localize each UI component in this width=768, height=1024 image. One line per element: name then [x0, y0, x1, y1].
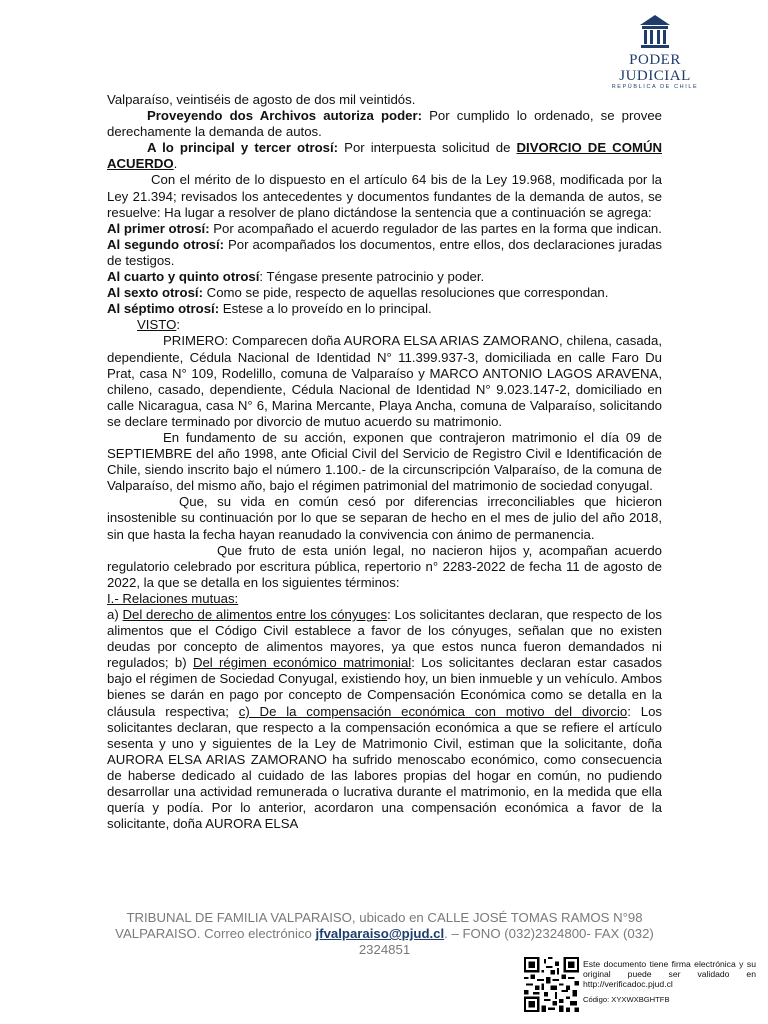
- otrosi-septimo-heading: Al séptimo otrosí:: [107, 301, 220, 317]
- paragraph-fruto: Que fruto de esta unión legal, no nacieron hijos y, acompañan acuerdo regulatorio celebrado por escritura pública, repertorio n° 2283-2022 de fecha 11 de agosto de 2022, la que se detalla en los siguientes términos:: [107, 542, 662, 590]
- paragraph-principal-heading: A lo principal y tercer otrosí:: [147, 140, 339, 156]
- section-relaciones-mutuas: [107, 591, 662, 607]
- otrosi-cuarto-quinto-text: : Téngase presente patrocinio y poder.: [259, 269, 485, 285]
- otrosi-sexto-heading: Al sexto otrosí:: [107, 285, 203, 301]
- visto-colon: :: [176, 317, 181, 333]
- otrosi-cuarto-quinto-heading: Al cuarto y quinto otrosí: [107, 269, 260, 285]
- verification-notice: [583, 959, 756, 1005]
- otrosi-segundo-heading: Al segundo otrosí:: [107, 236, 225, 252]
- qr-code-icon: [524, 957, 579, 1012]
- visto-label: VISTO: [137, 317, 177, 333]
- clause-c-text: : Los solicitantes declaran, que respecto a la compensación económica a que se refiere el artículo sesenta y uno y siguientes de la Ley de Matrimonio Civil, estiman que la solicitante, doña AURORA ELSA ARIAS ZAMORANO ha sufrido menoscabo económico, como consecuencia de haberse dedicado al cuidado de las labores propias del hogar en común, no pudiendo desarrollar una actividad remunerada o lucrativa durante el matrimonio, en la medida que ella quería y podía. Por lo anterior, acordaron una compensación económica a favor de la solicitante, doña AURORA ELSA: [107, 703, 662, 832]
- otrosi-cuarto-quinto: [107, 269, 662, 285]
- courthouse-icon: [638, 14, 672, 50]
- otrosi-sexto: [107, 285, 662, 301]
- paragraph-acuerdos: [107, 607, 662, 832]
- resolution-body: [107, 92, 662, 832]
- footer-address: TRIBUNAL DE FAMILIA VALPARAISO, ubicado en CALLE JOSÉ TOMAS RAMOS N°98 VALPARAISO. Correo electrónico: [115, 910, 643, 941]
- clause-a-title: Del derecho de alimentos entre los cónyuges: [122, 607, 388, 622]
- paragraph-primero: PRIMERO: Comparecen doña AURORA ELSA ARIAS ZAMORANO, chilena, casada, dependiente, Cédula Nacional de Identidad N° 11.399.937-3, domiciliada en calle Faro Du Prat, casa N° 109, Rodelillo, comuna de Valparaíso y MARCO ANTONIO LAGOS ARAVENA, chileno, casado, dependiente, Cédula Nacional de Identidad N° 9.023.147-2, domiciliado en calle Nicaragua, casa N° 6, Marina Mercante, Playa Ancha, comuna de Valparaíso, solicitando se declare terminado por divorcio de mutuo acuerdo su matrimonio.: [107, 333, 662, 429]
- logo-subtitle: REPÚBLICA DE CHILE: [611, 84, 699, 90]
- paragraph-poder-heading: Proveyendo dos Archivos autoriza poder:: [147, 108, 422, 124]
- paragraph-principal-end: .: [173, 156, 178, 172]
- footer-phone: . – FONO (032)2324800- FAX (032) 2324851: [358, 926, 654, 957]
- date-line: Valparaíso, veintiséis de agosto de dos mil veintidós.: [107, 92, 416, 107]
- clause-b-text: : Los solicitantes declaran estar casados bajo el régimen de Sociedad Conyugal, existiendo hoy, un bien inmueble y un vehículo. Ambos bienes se darán en pago por concepto de Compensación Económica como se detalla en la cláusula respectiva;: [107, 655, 662, 719]
- paragraph-principal-text: Por interpuesta solicitud de: [338, 140, 517, 156]
- otrosi-septimo: [107, 301, 662, 317]
- section-relaciones-mutuas-title: I.- Relaciones mutuas:: [107, 590, 239, 606]
- poder-judicial-logo: [592, 14, 718, 91]
- otrosi-primero-text: Por acompañado el acuerdo regulador de las partes en la forma que indican.: [209, 220, 662, 236]
- verification-text: Este documento tiene firma electrónica y su original puede ser validado en http://verificadoc.pjud.cl: [583, 959, 756, 989]
- otrosi-segundo: [107, 237, 662, 269]
- otrosi-septimo-text: Estese a lo proveído en lo principal.: [219, 301, 432, 317]
- otrosi-primero-heading: Al primer otrosí:: [107, 220, 210, 236]
- clause-c-title: c) De la compensación económica con motivo del divorcio: [238, 703, 628, 719]
- visto-heading: [107, 317, 662, 333]
- otrosi-sexto-text: Como se pide, respecto de aquellas resoluciones que correspondan.: [203, 285, 609, 301]
- paragraph-que: Que, su vida en común cesó por diferencias irreconciliables que hicieron insostenible su continuación por lo que se separan de hecho en el mes de julio del año 2018, sin que hasta la fecha hayan reanudado la convivencia con ánimo de permanencia.: [107, 494, 662, 542]
- paragraph-merito: Con el mérito de lo dispuesto en el artículo 64 bis de la Ley 19.968, modificada por la Ley 21.394; revisados los antecedentes y documentos fundantes de la demanda de autos, se resuelve: Ha lugar a resolver de plano dictándose la sentencia que a continuación se agrega:: [107, 172, 662, 220]
- clause-a-prefix: a): [107, 607, 123, 622]
- divorce-type: DIVORCIO DE COMÚN ACUERDO: [107, 140, 662, 172]
- paragraph-principal: [107, 140, 662, 172]
- paragraph-poder-text: Por cumplido lo ordenado, se provee derechamente la demanda de autos.: [107, 108, 662, 140]
- footer-email-link[interactable]: jfvalparaiso@pjud.cl: [315, 926, 445, 941]
- court-footer: [107, 910, 662, 958]
- paragraph-fundamento: En fundamento de su acción, exponen que contrajeron matrimonio el día 09 de SEPTIEMBRE del año 1998, ante Oficial Civil del Servicio de Registro Civil e Identificación de Chile, siendo inscrito bajo el número 1.100.- de la circunscripción Valparaíso, de la comuna de Valparaíso, del mismo año, bajo el régimen patrimonial del matrimonio de sociedad conyugal.: [107, 429, 662, 494]
- logo-title: PODER JUDICIAL: [619, 52, 691, 84]
- clause-a-text: : Los solicitantes declaran, que respecto de los alimentos que el Código Civil establece a favor de los cónyuges, señalan que no existen deudas por concepto de alimentos mayores, ya que estos nunca fueron demandados ni regulados; b): [107, 607, 662, 671]
- otrosi-primero: [107, 221, 662, 237]
- verification-code: Código: XYXWXBGHTFB: [583, 995, 670, 1004]
- paragraph-poder: [107, 108, 662, 140]
- otrosi-segundo-text: Por acompañados los documentos, entre ellos, dos declaraciones juradas de testigos.: [107, 236, 662, 268]
- clause-b-title: Del régimen económico matrimonial: [192, 655, 412, 671]
